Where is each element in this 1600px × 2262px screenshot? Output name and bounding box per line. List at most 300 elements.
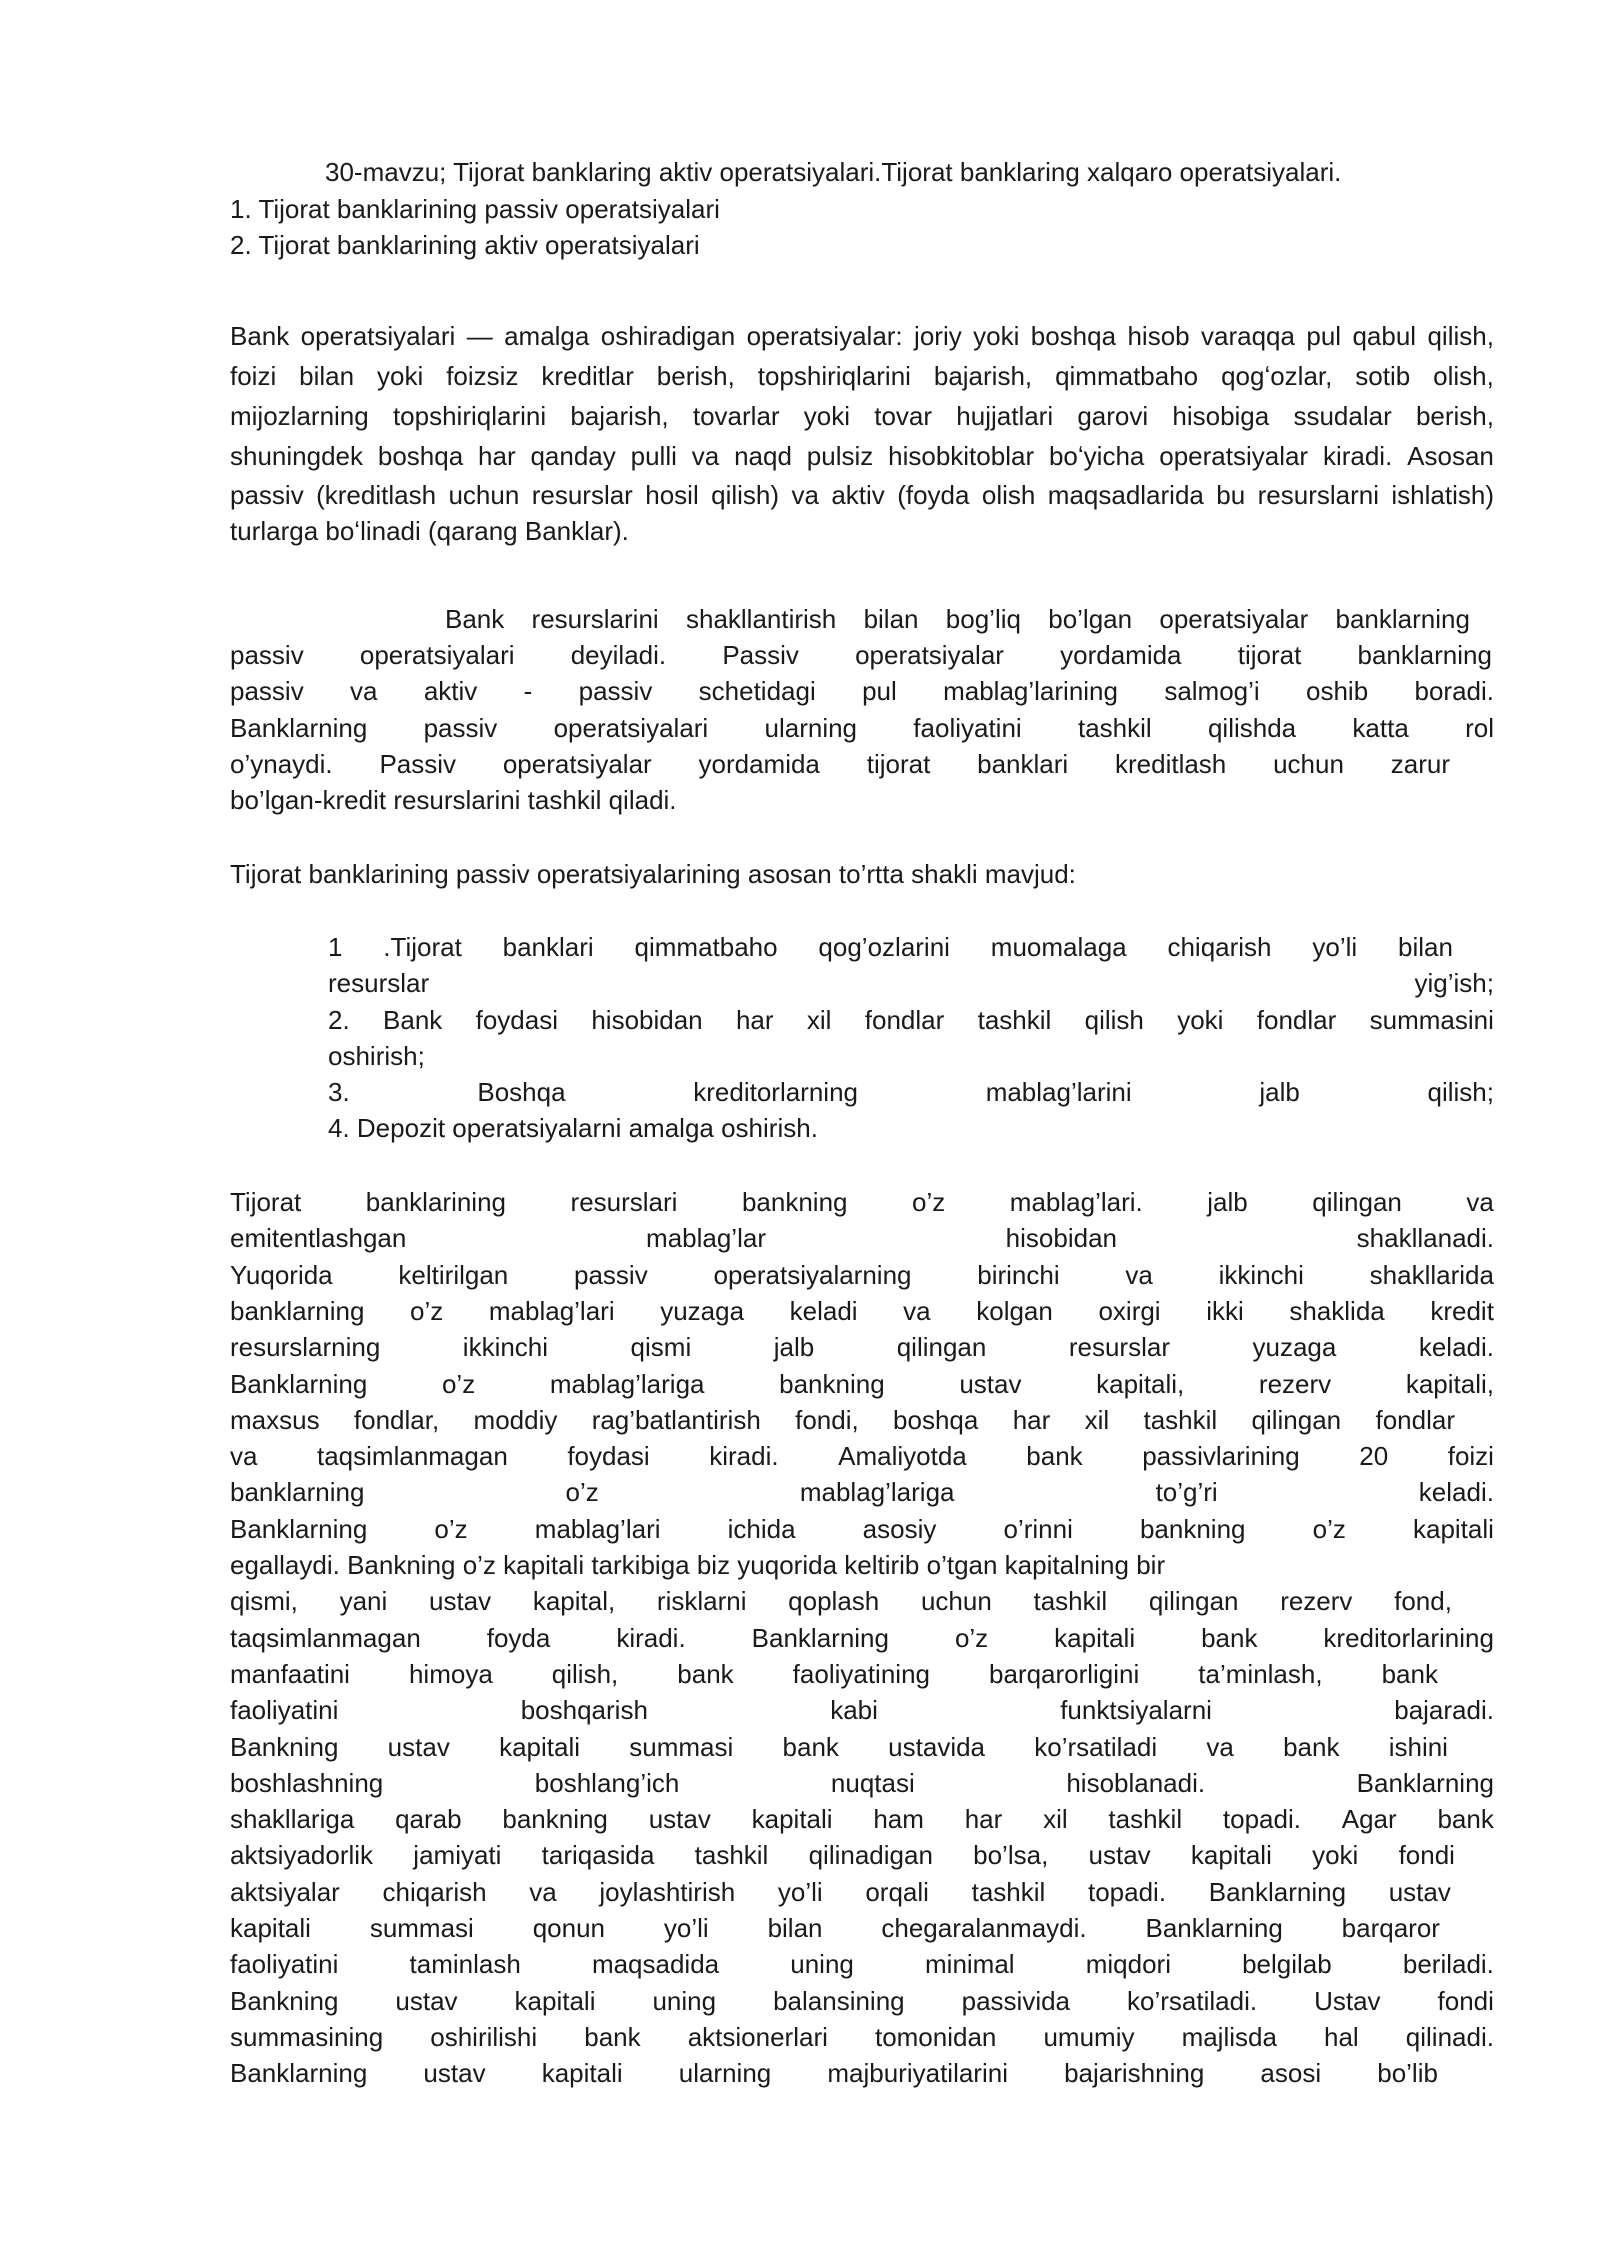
word: resurslar bbox=[531, 480, 633, 510]
word: (kreditlash bbox=[316, 480, 437, 510]
word: nuqtasi bbox=[830, 1768, 915, 1798]
p4-line-11: egallaydi. Bankning o’z kapitali tarkibiga biz yuqorida keltirib o’tgan kapitalning bir bbox=[230, 1550, 1166, 1580]
word: Boshqa bbox=[477, 1077, 566, 1107]
word: Banklarning bbox=[1145, 1913, 1283, 1943]
word: qonun bbox=[532, 1913, 606, 1943]
word: bajarish, bbox=[570, 401, 669, 431]
word: har bbox=[478, 441, 516, 471]
word: schetidagi bbox=[698, 676, 816, 706]
word: bilan bbox=[299, 361, 355, 391]
word: ishini bbox=[1388, 1732, 1448, 1762]
word: chiqarish bbox=[382, 1877, 487, 1907]
word: miqdori bbox=[1085, 1949, 1171, 1979]
word: operatsiyalari bbox=[300, 321, 456, 351]
word: resurslari bbox=[570, 1187, 678, 1217]
word: jalb bbox=[1207, 1187, 1248, 1217]
list-item-4: 4. Depozit operatsiyalarni amalga oshirish. bbox=[328, 1113, 818, 1143]
word: oshib bbox=[1306, 676, 1369, 706]
word: rezerv bbox=[1258, 1369, 1332, 1399]
word: ularning bbox=[764, 713, 858, 743]
word: faoliyatini bbox=[230, 1695, 339, 1725]
word: — bbox=[466, 321, 493, 351]
word: tariqasida bbox=[541, 1840, 655, 1870]
word: boradi. bbox=[1414, 676, 1494, 706]
word: shakllarida bbox=[1369, 1260, 1494, 1290]
p4-line-4 bbox=[230, 1293, 1494, 1329]
word: fondlar, bbox=[353, 1405, 440, 1435]
word: yoki bbox=[1177, 1005, 1224, 1035]
word: balansining bbox=[773, 1986, 905, 2016]
list-item-2-cont: oshirish; bbox=[328, 1041, 425, 1071]
word: ustav bbox=[1088, 1840, 1151, 1870]
word: pulli bbox=[630, 441, 677, 471]
word: va bbox=[1206, 1732, 1234, 1762]
p4-line-15 bbox=[230, 1692, 1494, 1728]
word: mablag’lari bbox=[488, 1296, 615, 1326]
word: kiradi. bbox=[1322, 441, 1393, 471]
word: bank bbox=[1381, 1659, 1438, 1689]
word: olish, bbox=[1433, 361, 1494, 391]
word: o’rinni bbox=[1003, 1514, 1073, 1544]
word: 20 bbox=[1359, 1441, 1389, 1471]
word: Amaliyotda bbox=[838, 1441, 967, 1471]
word: 3. bbox=[328, 1077, 350, 1107]
word: har bbox=[1012, 1405, 1051, 1435]
word: joylashtirish bbox=[599, 1877, 736, 1907]
p2-line-6: bo’lgan-kredit resurslarini tashkil qiladi. bbox=[230, 785, 677, 815]
word: 1 bbox=[328, 932, 343, 962]
word: yordamida bbox=[1060, 640, 1182, 670]
word: fond, bbox=[1394, 1586, 1452, 1616]
word: ko’rsatiladi bbox=[1034, 1732, 1158, 1762]
word: himoya bbox=[408, 1659, 493, 1689]
word: pul bbox=[862, 676, 897, 706]
p4-line-13 bbox=[230, 1620, 1494, 1656]
word: tashkil bbox=[1143, 1405, 1218, 1435]
word: katta bbox=[1352, 713, 1409, 743]
word: majburiyatilarini bbox=[827, 2058, 1008, 2088]
word: xil bbox=[1084, 1405, 1110, 1435]
word: asosi bbox=[1260, 2058, 1322, 2088]
word: jamiyati bbox=[413, 1840, 502, 1870]
word: summasini bbox=[1369, 1005, 1494, 1035]
word: operatsiyalari bbox=[553, 713, 709, 743]
word: ustav bbox=[387, 1732, 450, 1762]
word: har bbox=[964, 1804, 1003, 1834]
word: maqsadlarida bbox=[1047, 480, 1204, 510]
document-title: 30-mavzu; Tijorat banklaring aktiv operatsiyalari.Tijorat banklaring xalqaro operatsiyalari. bbox=[325, 157, 1342, 187]
word: o’z bbox=[434, 1514, 468, 1544]
word: resurslar bbox=[1068, 1332, 1170, 1362]
p4-line-20 bbox=[230, 1874, 1451, 1910]
word: yoki bbox=[973, 321, 1020, 351]
word: Banklarning bbox=[230, 1514, 368, 1544]
plan-item-2: 2. Tijorat banklarining aktiv operatsiyalari bbox=[230, 230, 700, 260]
word: berish, bbox=[1415, 401, 1494, 431]
word: va bbox=[1125, 1260, 1153, 1290]
p4-line-14 bbox=[230, 1656, 1438, 1692]
word: rezerv bbox=[1280, 1586, 1353, 1616]
word: boshqa bbox=[893, 1405, 979, 1435]
word: tovarlar bbox=[692, 401, 780, 431]
word: mablag’lari. bbox=[1009, 1187, 1143, 1217]
p1-line-1 bbox=[230, 318, 1494, 354]
word: aktsiyadorlik bbox=[230, 1840, 374, 1870]
word: tashkil bbox=[1033, 1586, 1108, 1616]
word: kreditorlarning bbox=[693, 1077, 858, 1107]
p4-line-21 bbox=[230, 1910, 1440, 1946]
word: passiv bbox=[230, 676, 304, 706]
word: bank bbox=[677, 1659, 734, 1689]
word: Bank bbox=[445, 604, 505, 634]
word: boshqarish bbox=[520, 1695, 648, 1725]
word: bank bbox=[1283, 1732, 1340, 1762]
word: foydasi bbox=[475, 1005, 558, 1035]
word: qilish bbox=[1084, 1005, 1144, 1035]
word: foizi bbox=[230, 361, 277, 391]
word: ularning bbox=[678, 2058, 772, 2088]
word: hal bbox=[1324, 2022, 1359, 2052]
word: olish bbox=[981, 480, 1036, 510]
word: operatsiyalar bbox=[1159, 604, 1309, 634]
p2-line-3 bbox=[230, 673, 1494, 709]
word: tijorat bbox=[1237, 640, 1302, 670]
word: kapitali, bbox=[1405, 1369, 1494, 1399]
word: bank bbox=[782, 1732, 839, 1762]
word: taminlash bbox=[409, 1949, 521, 1979]
word: kiradi. bbox=[616, 1623, 686, 1653]
word: banklarning bbox=[1335, 604, 1470, 634]
word: kapitali bbox=[230, 1913, 311, 1943]
word: kapitali bbox=[1054, 1623, 1136, 1653]
word: shakllantirish bbox=[685, 604, 837, 634]
word: fondi bbox=[1437, 1986, 1494, 2016]
word: boshqa bbox=[377, 441, 464, 471]
word: foydasi bbox=[567, 1441, 650, 1471]
word: mablag’larining bbox=[943, 676, 1118, 706]
word: boshlashning bbox=[230, 1768, 384, 1798]
word: Tijorat bbox=[230, 1187, 302, 1217]
word: kapitali bbox=[1412, 1514, 1494, 1544]
word: bog’liq bbox=[945, 604, 1021, 634]
word: qilish; bbox=[1427, 1077, 1494, 1107]
word: banklarining bbox=[365, 1187, 507, 1217]
word: ssudalar bbox=[1293, 401, 1392, 431]
word: ko’rsatiladi. bbox=[1127, 1986, 1258, 2016]
word: jalb bbox=[1259, 1077, 1300, 1107]
word: bu bbox=[1216, 480, 1246, 510]
word: va bbox=[691, 441, 720, 471]
word: qilingan bbox=[1312, 1187, 1402, 1217]
word: asosiy bbox=[862, 1514, 937, 1544]
word: boshqa bbox=[1030, 321, 1117, 351]
word: operatsiyalarning bbox=[713, 1260, 912, 1290]
p4-line-17 bbox=[230, 1765, 1494, 1801]
word: kapitali, bbox=[1096, 1369, 1185, 1399]
word: uning bbox=[652, 1986, 717, 2016]
word: keltirilgan bbox=[398, 1260, 509, 1290]
word: yoki bbox=[1312, 1840, 1359, 1870]
word: qimmatbaho bbox=[634, 932, 778, 962]
word: bankning bbox=[741, 1187, 848, 1217]
word: moddiy bbox=[473, 1405, 558, 1435]
word: orqali bbox=[865, 1877, 929, 1907]
word: qilinadigan bbox=[808, 1840, 933, 1870]
list-item-1-cont bbox=[328, 965, 1494, 1001]
list-item-2 bbox=[328, 1002, 1494, 1038]
word: kabi bbox=[830, 1695, 878, 1725]
word: passiv bbox=[578, 676, 653, 706]
word: oxirgi bbox=[1098, 1296, 1161, 1326]
word: faoliyatining bbox=[792, 1659, 930, 1689]
word: Passiv bbox=[722, 640, 799, 670]
word: manfaatini bbox=[230, 1659, 350, 1689]
word: fondlar bbox=[1256, 1005, 1337, 1035]
word: keladi bbox=[789, 1296, 858, 1326]
word: ustav bbox=[395, 1986, 458, 2016]
word: maqsadida bbox=[591, 1949, 720, 1979]
word: tomonidan bbox=[874, 2022, 997, 2052]
word: qoplash bbox=[788, 1586, 880, 1616]
word: (foyda bbox=[897, 480, 970, 510]
word: va bbox=[529, 1877, 557, 1907]
word: mablag’lari bbox=[534, 1514, 661, 1544]
word: aktsionerlari bbox=[687, 2022, 828, 2052]
word: ustav bbox=[959, 1369, 1022, 1399]
word: oshirilishi bbox=[430, 2022, 538, 2052]
word: qilish, bbox=[551, 1659, 619, 1689]
word: qilish) bbox=[711, 480, 780, 510]
p2-line-4 bbox=[230, 710, 1494, 746]
word: fondi bbox=[1398, 1840, 1455, 1870]
word: ishlatish) bbox=[1391, 480, 1494, 510]
word: banklarning bbox=[230, 1296, 365, 1326]
word: bankning bbox=[502, 1804, 608, 1834]
word: yuzaga bbox=[1252, 1332, 1337, 1362]
word: tashkil bbox=[1108, 1804, 1183, 1834]
p4-line-2 bbox=[230, 1220, 1494, 1256]
word: Bankning bbox=[230, 1986, 339, 2016]
word: barqarorligini bbox=[988, 1659, 1140, 1689]
word: Bank bbox=[383, 1005, 443, 1035]
word: maxsus bbox=[230, 1405, 320, 1435]
word: summasi bbox=[369, 1913, 474, 1943]
word: mablag’lar bbox=[646, 1223, 766, 1253]
word: banklarning bbox=[230, 1477, 365, 1507]
word: qilinadi. bbox=[1405, 2022, 1494, 2052]
word: kapital, bbox=[532, 1586, 616, 1616]
p4-line-25 bbox=[230, 2055, 1438, 2091]
word: faoliyatini bbox=[913, 713, 1022, 743]
word: naqd bbox=[734, 441, 792, 471]
p4-line-7 bbox=[230, 1402, 1455, 1438]
word: banklarning bbox=[1357, 640, 1492, 670]
word: passiv bbox=[230, 640, 304, 670]
word: Ustav bbox=[1314, 1986, 1381, 2016]
word: tovar bbox=[874, 401, 933, 431]
word: tijorat bbox=[866, 749, 931, 779]
word: bank bbox=[1026, 1441, 1083, 1471]
word: foyda bbox=[486, 1623, 551, 1653]
word: va bbox=[903, 1296, 931, 1326]
word: yig’ish; bbox=[1414, 968, 1494, 998]
list-item-3 bbox=[328, 1074, 1494, 1110]
word: Banklarning bbox=[751, 1623, 889, 1653]
word: amalga bbox=[504, 321, 590, 351]
word: tashkil bbox=[694, 1840, 769, 1870]
word: topshiriqlarini bbox=[392, 401, 547, 431]
word: tashkil bbox=[971, 1877, 1046, 1907]
word: risklarni bbox=[656, 1586, 747, 1616]
word: shakllanadi. bbox=[1356, 1223, 1494, 1253]
word: bankning bbox=[1139, 1514, 1246, 1544]
word: va bbox=[791, 480, 819, 510]
word: kreditorlarining bbox=[1323, 1623, 1494, 1653]
word: kapitali bbox=[1190, 1840, 1272, 1870]
word: qismi bbox=[630, 1332, 692, 1362]
p2-line-5 bbox=[230, 746, 1450, 782]
word: mablag’lariga bbox=[549, 1369, 705, 1399]
word: yo’li bbox=[777, 1877, 823, 1907]
p4-line-16 bbox=[230, 1729, 1448, 1765]
word: ham bbox=[873, 1804, 924, 1834]
p4-line-18 bbox=[230, 1801, 1494, 1837]
word: Banklarning bbox=[230, 2058, 368, 2088]
word: tashkil bbox=[1077, 713, 1152, 743]
word: bilan bbox=[767, 1913, 823, 1943]
word: hisobiga bbox=[1172, 401, 1270, 431]
word: resurslarini bbox=[531, 604, 659, 634]
word: yoki bbox=[377, 361, 424, 391]
word: qimmatbaho bbox=[1055, 361, 1199, 391]
p1-line-3 bbox=[230, 398, 1494, 434]
p1-line-5 bbox=[230, 477, 1494, 513]
word: ustav bbox=[428, 1586, 492, 1616]
word: ikkinchi bbox=[1218, 1260, 1304, 1290]
word: umumiy bbox=[1043, 2022, 1135, 2052]
word: bo’lsa, bbox=[973, 1840, 1049, 1870]
p4-line-6 bbox=[230, 1366, 1494, 1402]
p4-line-3 bbox=[230, 1257, 1494, 1293]
word: operatsiyalari bbox=[359, 640, 515, 670]
word: hujjatlari bbox=[956, 401, 1054, 431]
word: Asosan bbox=[1407, 441, 1494, 471]
p1-line-4 bbox=[230, 438, 1494, 474]
p4-line-8 bbox=[230, 1438, 1494, 1474]
word: ta’minlash, bbox=[1198, 1659, 1323, 1689]
word: o’z bbox=[912, 1187, 946, 1217]
p4-line-24 bbox=[230, 2019, 1494, 2055]
p1-line-2 bbox=[230, 358, 1494, 394]
p4-line-10 bbox=[230, 1511, 1494, 1547]
word: keladi. bbox=[1418, 1332, 1494, 1362]
word: bo’lib bbox=[1377, 2058, 1438, 2088]
word: foizi bbox=[1447, 1441, 1494, 1471]
word: barqaror bbox=[1341, 1913, 1440, 1943]
word: keladi. bbox=[1418, 1477, 1494, 1507]
word: belgilab bbox=[1242, 1949, 1332, 1979]
word: passiv bbox=[574, 1260, 648, 1290]
word: tashkil bbox=[977, 1005, 1052, 1035]
word: resurslarning bbox=[230, 1332, 381, 1362]
word: bank bbox=[1201, 1623, 1258, 1653]
word: bajaradi. bbox=[1394, 1695, 1494, 1725]
word: banklari bbox=[977, 749, 1069, 779]
word: Agar bbox=[1341, 1804, 1397, 1834]
p4-line-9 bbox=[230, 1474, 1494, 1510]
p4-line-5 bbox=[230, 1329, 1494, 1365]
word: yoki bbox=[803, 401, 851, 431]
word: bilan bbox=[863, 604, 919, 634]
word: Bank bbox=[230, 321, 290, 351]
word: jalb bbox=[773, 1332, 815, 1362]
word: oshiradigan bbox=[600, 321, 736, 351]
word: qilingan bbox=[896, 1332, 987, 1362]
word: Banklarning bbox=[230, 1369, 368, 1399]
word: o’z bbox=[1312, 1514, 1346, 1544]
word: uning bbox=[790, 1949, 854, 1979]
word: yani bbox=[339, 1586, 388, 1616]
word: qilingan bbox=[1251, 1405, 1342, 1435]
word: Passiv bbox=[379, 749, 457, 779]
word: mablag’larini bbox=[985, 1077, 1132, 1107]
word: hisobkitoblar bbox=[888, 441, 1035, 471]
list-item-1 bbox=[328, 929, 1453, 965]
word: ustavida bbox=[888, 1732, 986, 1762]
word: minimal bbox=[925, 1949, 1015, 1979]
word: zarur bbox=[1390, 749, 1450, 779]
word: kapitali bbox=[541, 2058, 623, 2088]
word: aktiv bbox=[423, 676, 478, 706]
word: kiradi. bbox=[709, 1441, 779, 1471]
word: berish, bbox=[656, 361, 735, 391]
word: aktiv bbox=[831, 480, 885, 510]
word: garovi bbox=[1077, 401, 1149, 431]
word: aktsiyalar bbox=[230, 1877, 340, 1907]
word: topadi. bbox=[1222, 1804, 1301, 1834]
word: muomalaga bbox=[990, 932, 1127, 962]
word: qarab bbox=[395, 1804, 462, 1834]
word: hisobidan bbox=[1005, 1223, 1117, 1253]
word: mablag’lariga bbox=[799, 1477, 955, 1507]
word: uchun bbox=[920, 1586, 992, 1616]
word: yordamida bbox=[698, 749, 820, 779]
word: birinchi bbox=[977, 1260, 1060, 1290]
word: bankning bbox=[779, 1369, 885, 1399]
word: yo’li bbox=[1312, 932, 1358, 962]
word: boʻyicha bbox=[1048, 441, 1145, 471]
word: operatsiyalar bbox=[855, 640, 1004, 670]
word: mijozlarning bbox=[230, 401, 369, 431]
word: passiv bbox=[423, 713, 498, 743]
word: Banklarning bbox=[1208, 1877, 1347, 1907]
word: ikkinchi bbox=[462, 1332, 549, 1362]
word: rol bbox=[1465, 713, 1494, 743]
word: pulsiz bbox=[806, 441, 874, 471]
word: topadi. bbox=[1087, 1877, 1167, 1907]
word: qilingan bbox=[1148, 1586, 1239, 1616]
word: bo’lgan bbox=[1048, 604, 1133, 634]
word: - bbox=[523, 676, 533, 706]
word: kapitali bbox=[514, 1986, 596, 2016]
p4-line-12 bbox=[230, 1583, 1452, 1619]
word: ustav bbox=[423, 2058, 486, 2088]
word: taqsimlanmagan bbox=[317, 1441, 508, 1471]
word: xil bbox=[1043, 1804, 1068, 1834]
word: va bbox=[350, 676, 378, 706]
word: qanday bbox=[530, 441, 616, 471]
word: Yuqorida bbox=[230, 1260, 333, 1290]
